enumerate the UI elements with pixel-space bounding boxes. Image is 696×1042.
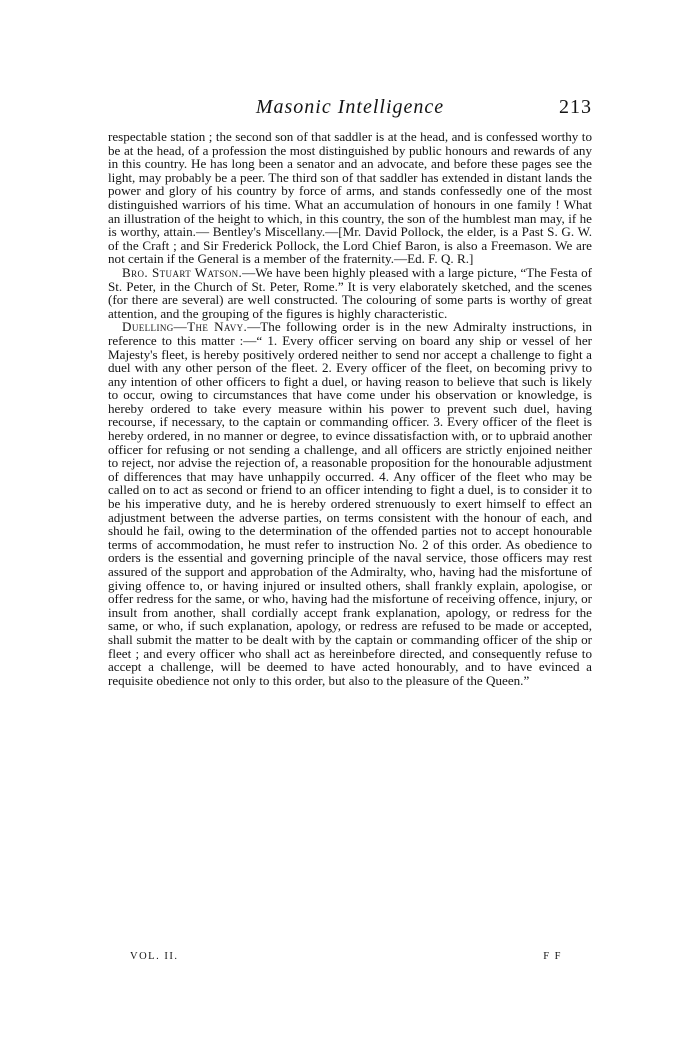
running-title: Masonic Intelligence xyxy=(255,96,445,118)
paragraph-stuart-watson xyxy=(108,266,592,320)
volume-label: VOL. II. xyxy=(130,951,179,962)
page-number: 213 xyxy=(559,96,592,118)
paragraph-lead: Duelling—The Navy. xyxy=(122,319,248,335)
page-header xyxy=(108,96,592,126)
paragraph-pollock-family xyxy=(108,130,592,266)
paragraph-text: —We have been highly pleased with a large picture, “The Festa of St. Peter, in the Church of St. Peter, Rome.” It is very elaborately sketched, and the scenes (for there are several) are well constructed. The colouring of some parts is worthy of great attention, and the grouping of the figures is highly characteristic. xyxy=(108,264,592,321)
paragraph-text: —The following order is in the new Admiralty instructions, in reference to this matter :—“ 1. Every officer serving on board any ship or vessel of her Majesty's fleet, is hereby positively ordered neither to send nor accept a challenge to fight a duel with any other person of the fleet. 2. Every officer of the fleet, on becoming privy to any intention of other officers to fight a duel, or having reason to believe that such is likely to occur, owing to circumstances that have come under his observation or knowledge, is hereby ordered to take every measure within his power to prevent such duel, having recourse, if necessary, to the captain or commanding officer. 3. Every officer of the fleet is hereby ordered, in no manner or degree, to evince dissatisfaction with, or to upbraid another officer for refusing or not sending a challenge, and all officers are strictly enjoined neither to reject, nor advise the rejection of, a reasonable proposition for the honourable adjustment of differences that may have unhappily occurred. 4. Any officer of the fleet who may be called on to act as second or friend to an officer intending to fight a duel, is to consider it to be his imperative duty, and he is hereby ordered strenuously to exert himself to effect an adjustment between the adverse parties, on terms consistent with the honour of each, and should he fail, owing to the determination of the offended parties not to accept honourable terms of accommodation, he must refer to instruction No. 2 of this order. As obedience to orders is the essential and governing principle of the naval service, those officers may rest assured of the support and approbation of the Admiralty, who, having had the misfortune of giving offence to, or having injured or insulted others, shall frankly explain, apologise, or offer redress for the same, or who, having had the misfortune of receiving offence, injury, or insult from another, shall cordially accept frank explanation, apology, or redress for the same, or who, if such explanation, apology, or redress are refused to be made or accepted, shall submit the matter to be dealt with by the captain or commanding officer of the ship or fleet ; and every officer who shall act as hereinbefore directed, and consequently refuse to accept a challenge, will be deemed to have acted honourably, and to have evinced a requisite obedience not only to this order, but also to the pleasure of the Queen.” xyxy=(108,319,592,688)
paragraph-text: respectable station ; the second son of that saddler is at the head, and is confessed worthy to be at the head, of a profession the most distinguished by public honours and rewards of any in this country. He has long been a senator and an advocate, and before these pages see the light, may probably be a peer. The third son of that saddler has extended in distant lands the power and glory of his country by force of arms, and stands confessedly one of the most distinguished warriors of his time. What an accumulation of honours in one family ! What an illustration of the height to which, in this country, the son of the humblest man may, if he is worthy, attain.— Bentley's Miscellany.—[Mr. David Pollock, the elder, is a Past S. G. W. of the Craft ; and Sir Frederick Pollock, the Lord Chief Baron, is also a Freemason. We are not certain if the General is a member of the fraternity.—Ed. F. Q. R.] xyxy=(108,129,592,267)
paragraph-duelling-navy xyxy=(108,320,592,687)
article-body xyxy=(108,130,592,687)
paragraph-lead: Bro. Stuart Watson. xyxy=(122,264,243,280)
page-footer xyxy=(130,951,562,967)
signature-mark: F F xyxy=(543,951,562,962)
